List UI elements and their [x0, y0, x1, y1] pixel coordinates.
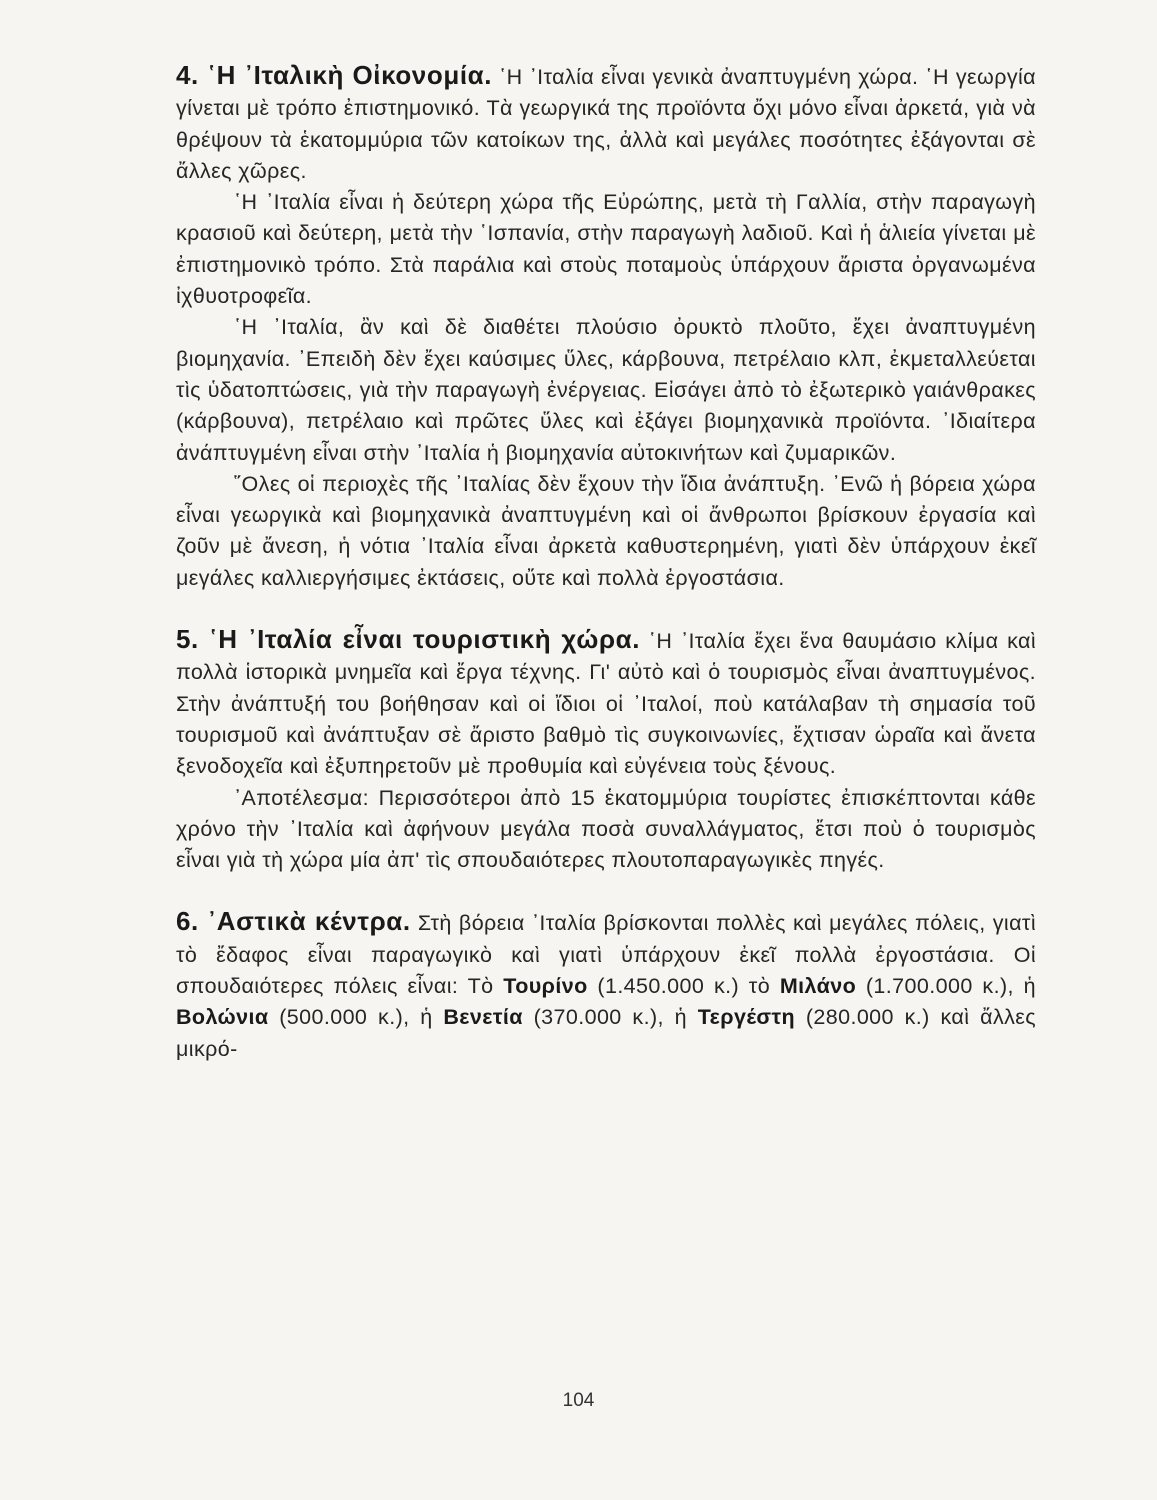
paragraph: ῾Η ᾿Ιταλία, ἂν καὶ δὲ διαθέτει πλούσιο ὀρυκτὸ πλοῦτο, ἔχει ἀναπτυγμένη βιομηχανία. ᾿Επειδὴ δὲν ἔχει καύσιμες ὕλες, κάρβουνα, πετρέλαιο κλπ, ἐκμεταλλεύεται τὶς ὑδατοπτώσεις, γιὰ τὴν παραγωγὴ ἐνέργειας. Εἰσάγει ἀπὸ τὸ ἐξωτερικὸ γαιάνθρακες (κάρβουνα), πετρέλαιο καὶ πρῶτες ὕλες καὶ ἐξάγει βιομηχανικὰ προϊόντα. ᾿Ιδιαίτερα ἀνάπτυγμένη εἶναι στὴν ᾿Ιταλία ἡ βιομηχανία αὐτοκινήτων καὶ ζυμαρικῶν. [176, 315, 1036, 465]
section-lead: ῾Η ᾿Ιταλία ἔχει ἕνα θαυμάσιο κλίμα καὶ πολλὰ ἱστορικὰ μνημεῖα καὶ ἔργα τέχνης. Γι' αὐτὸ καὶ ὁ τουρισμὸς εἶναι ἀναπτυγμένος. Στὴν ἀνάπτυξή του βοήθησαν καὶ οἱ ἴδιοι οἱ ᾿Ιταλοί, ποὺ κατάλαβαν τὴ σημασία τοῦ τουρισμοῦ καὶ ἀνάπτυξαν σὲ ἄριστο βαθμὸ τὶς συγκοινωνίες, ἔχτισαν ὡραῖα καὶ ἄνετα ξενοδοχεῖα καὶ ἐξυπηρετοῦν μὲ προθυμία καὶ εὐγένεια τοὺς ξένους. [176, 629, 1037, 779]
page-number: 104 [562, 1390, 595, 1411]
section-lead: ῾Η ᾿Ιταλία εἶναι γενικὰ ἀναπτυγμένη χώρα. ῾Η γεωργία γίνεται μὲ τρόπο ἐπιστημονικό. Τὰ γεωργικά της προϊόντα ὄχι μόνο εἶναι ἀρκετά, γιὰ νὰ θρέψουν τὰ ἑκατομμύρια τῶν κατοίκων της, ἀλλὰ καὶ μεγάλες ποσότητες ἐξάγονται σὲ ἄλλες χῶρες. [176, 65, 1037, 183]
section-lead: Στὴ βόρεια ᾿Ιταλία βρίσκονται πολλὲς καὶ μεγάλες πόλεις, γιατὶ τὸ ἔδαφος εἶναι παραγωγικὸ καὶ γιατὶ ὑπάρχουν ἐκεῖ πολλὰ ἐργοστάσια. Οἱ σπουδαιότερες πόλεις εἶναι: Τὸ [176, 911, 1036, 999]
city-name: Βολώνια [176, 1005, 269, 1030]
city-population: (1.450.000 κ.) τὸ [587, 974, 780, 999]
paragraph: ᾿Αποτέλεσμα: Περισσότεροι ἀπὸ 15 ἑκατομμύρια τουρίστες ἐπισκέπτονται κάθε χρόνο τὴν ᾿Ιταλία καὶ ἀφήνουν μεγάλα ποσὰ συναλλάγματος, ἔτσι ποὺ ὁ τουρισμὸς εἶναι γιὰ τὴ χώρα μία ἀπ' τὶς σπουδαιότερες πλουτοπαραγωγικὲς πηγές. [176, 785, 1036, 873]
section-heading: 4. ῾Η ᾿Ιταλικὴ Οἰκονομία. [176, 60, 493, 90]
city-name: Τεργέστη [697, 1005, 796, 1030]
section-5 [176, 624, 1036, 782]
paragraph: ῞Ολες οἱ περιοχὲς τῆς ᾿Ιταλίας δὲν ἔχουν τὴν ἴδια ἀνάπτυξη. ᾿Ενῶ ἡ βόρεια χώρα εἶναι γεωργικὰ καὶ βιομηχανικὰ ἀναπτυγμένη καὶ οἱ ἄνθρωποι βρίσκουν ἐργασία καὶ ζοῦν μὲ ἄνεση, ἡ νότια ᾿Ιταλία εἶναι ἀρκετὰ καθυστερημένη, γιατὶ δὲν ὑπάρχουν ἐκεῖ μεγάλες καλλιεργήσιμες ἐκτάσεις, οὔτε καὶ πολλὰ ἐργοστάσια. [176, 471, 1036, 590]
city-population: (1.700.000 κ.), ἡ [856, 974, 1036, 999]
city-name: Τουρίνο [503, 974, 588, 999]
city-population: (370.000 κ.), ἡ [522, 1005, 698, 1030]
section-heading: 6. ᾿Αστικὰ κέντρα. [176, 906, 411, 937]
section-4 [176, 60, 1036, 187]
city-name: Μιλάνο [779, 974, 857, 999]
city-population: (500.000 κ.), ἡ [268, 1005, 444, 1030]
section-6 [176, 906, 1036, 1064]
city-name: Βενετία [443, 1005, 523, 1030]
paragraph: ῾Η ᾿Ιταλία εἶναι ἡ δεύτερη χώρα τῆς Εὐρώπης, μετὰ τὴ Γαλλία, στὴν παραγωγὴ κρασιοῦ καὶ δεύτερη, μετὰ τὴν ῾Ισπανία, στὴν παραγωγὴ λαδιοῦ. Καὶ ἡ ἁλιεία γίνεται μὲ ἐπιστημονικὸ τρόπο. Στὰ παράλια καὶ στοὺς ποταμοὺς ὑπάρχουν ἄριστα ὀργανωμένα ἰχθυοτροφεῖα. [176, 190, 1036, 309]
page-text [176, 60, 1036, 1065]
city-population: (280.000 κ.) καὶ ἄλλες μικρό- [176, 1005, 1036, 1061]
section-heading: 5. ῾Η ᾿Ιταλία εἶναι τουριστικὴ χώρα. [176, 624, 641, 655]
